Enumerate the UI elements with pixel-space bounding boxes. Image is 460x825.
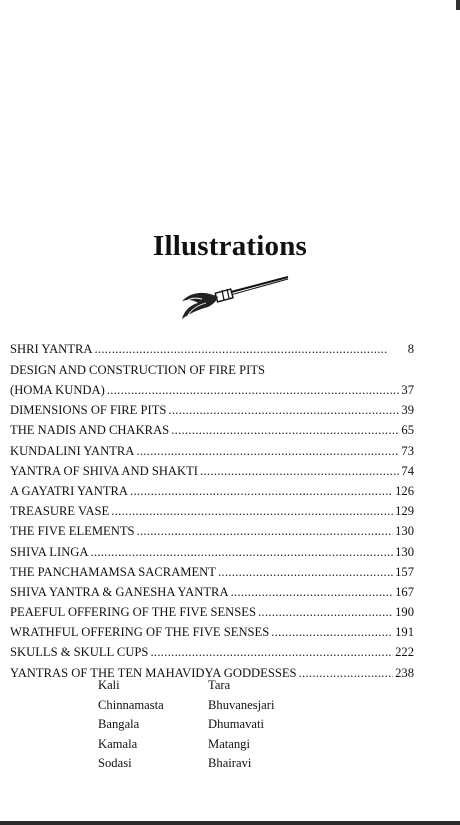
goddess-name: Sodasi [98, 756, 132, 770]
goddess-name: Kamala [98, 736, 138, 751]
leader-dots [137, 521, 394, 541]
leader-dots [136, 441, 399, 461]
leader-dots [90, 542, 393, 562]
toc-entry [10, 461, 414, 481]
leader-dots [107, 380, 400, 400]
leader-dots [150, 642, 393, 662]
toc-entry [10, 582, 414, 602]
toc-entry-title: THE FIVE ELEMENTS [10, 524, 135, 539]
goddess-name: Kali [98, 678, 120, 692]
leader-dots [130, 481, 393, 501]
toc-entry [10, 360, 414, 400]
toc-entry-title: WRATHFUL OFFERING OF THE FIVE SENSES [10, 625, 270, 640]
toc-entry-title: THE NADIS AND CHAKRAS [10, 423, 170, 438]
leader-dots [271, 622, 393, 642]
goddess-name: Bangala [98, 717, 140, 731]
leader-dots [218, 562, 393, 582]
toc-entry [10, 339, 414, 359]
toc-entry-page: 130 [395, 544, 414, 559]
toc-entry-page: 65 [401, 423, 414, 438]
toc-entry [10, 400, 414, 420]
toc-entry [10, 441, 414, 461]
goddess-list [98, 676, 298, 774]
leader-dots [168, 400, 399, 420]
goddess-name: Tara [208, 678, 231, 692]
page-corner-mark [456, 0, 460, 10]
toc-entry-page: 37 [401, 383, 414, 398]
toc-entry-page: 74 [401, 463, 414, 478]
toc-entry-page: 39 [401, 403, 414, 418]
toc-entry-page: 129 [395, 504, 414, 519]
leader-dots [231, 582, 394, 602]
toc-entry-title: THE PANCHAMAMSA SACRAMENT [10, 564, 216, 579]
toc-entry [10, 542, 414, 562]
toc-entry [10, 602, 414, 622]
toc-entry-page: 126 [395, 483, 414, 498]
toc-entry-page: 222 [395, 645, 414, 660]
toc-entry-title: SHIVA YANTRA & GANESHA YANTRA [10, 584, 229, 599]
goddess-name: Chinnamasta [98, 697, 164, 712]
toc-entry [10, 622, 414, 642]
toc-entry-page: 73 [401, 443, 414, 458]
leader-dots [94, 339, 387, 359]
toc-entry [10, 481, 414, 501]
toc-entry-title: (HOMA KUNDA) [10, 383, 105, 398]
toc-entry [10, 501, 414, 521]
toc-entry-title: A GAYATRI YANTRA [10, 483, 129, 498]
page-title: Illustrations [152, 230, 308, 262]
toc-entry-page: 190 [395, 605, 414, 620]
toc-entry [10, 420, 414, 440]
leader-dots [171, 420, 399, 440]
toc-entry-page: 167 [395, 584, 414, 599]
toc-entry [10, 562, 414, 582]
ornamental-brush-icon [172, 273, 292, 323]
toc-entry-title-line: DESIGN AND CONSTRUCTION OF FIRE PITS [10, 363, 266, 378]
page-bottom-edge [0, 821, 460, 825]
toc-entry-title: SHIVA LINGA [10, 544, 89, 559]
toc-entry-title: SKULLS & SKULL CUPS [10, 645, 149, 660]
leader-dots [258, 602, 393, 622]
toc-entry-page: 130 [395, 524, 414, 539]
toc-entry-title: PEAEFUL OFFERING OF THE FIVE SENSES [10, 605, 256, 620]
goddess-name: Bhuvanesjari [208, 697, 275, 712]
toc-entry-title: KUNDALINI YANTRA [10, 443, 135, 458]
goddess-name: Bhairavi [208, 756, 252, 770]
toc-entry-title: TREASURE VASE [10, 504, 110, 519]
toc-entry-page: 157 [395, 564, 414, 579]
leader-dots [200, 461, 399, 481]
toc-entry-title: DIMENSIONS OF FIRE PITS [10, 403, 167, 418]
toc-entry-page: 191 [395, 625, 414, 640]
toc-entry-title: YANTRAS OF THE TEN MAHAVIDYA GODDESSES [10, 665, 297, 680]
goddess-name: Matangi [208, 736, 250, 751]
toc-entry-page: 8 [407, 342, 414, 356]
leader-dots [299, 663, 394, 683]
goddess-name: Dhumavati [208, 717, 264, 731]
toc-entry [10, 521, 414, 541]
toc-entry-page: 238 [395, 665, 414, 680]
toc-entry [10, 642, 414, 662]
leader-dots [111, 501, 393, 521]
toc-entry-title: YANTRA OF SHIVA AND SHAKTI [10, 463, 198, 478]
toc-entry-title: SHRI YANTRA [10, 342, 93, 356]
illustrations-list [10, 339, 414, 683]
